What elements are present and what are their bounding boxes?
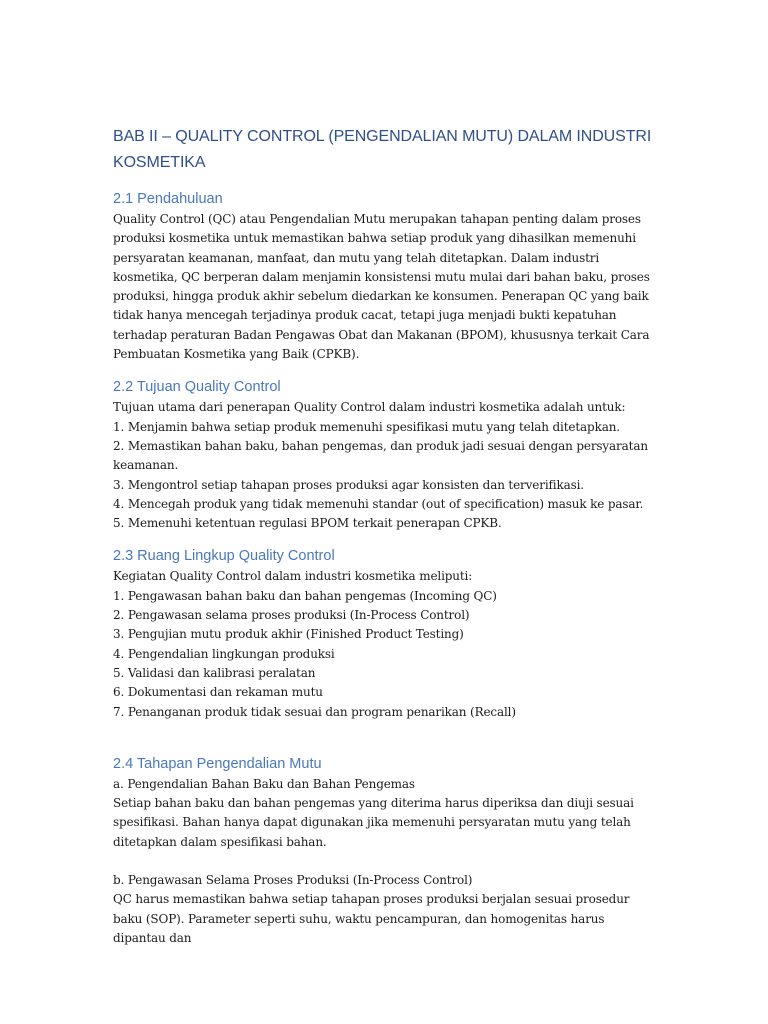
spacer bbox=[113, 533, 658, 545]
list-item: 5. Validasi dan kalibrasi peralatan bbox=[113, 665, 316, 680]
list-item: 7. Penanganan produk tidak sesuai dan program penarikan (Recall) bbox=[113, 704, 516, 719]
list-item: 5. Memenuhi ketentuan regulasi BPOM terkait penerapan CPKB. bbox=[113, 516, 502, 531]
list-item: 4. Pengendalian lingkungan produksi bbox=[113, 646, 335, 661]
subsection-text-a: Setiap bahan baku dan bahan pengemas yang diterima harus diperiksa dan diuji sesuai spesifikasi. Bahan hanya dapat digunakan jika memenuhi persyaratan mutu yang telah ditetapkan dalam spesifikasi bahan. bbox=[113, 796, 634, 849]
list-item: 2. Pengawasan selama proses produksi (In-Process Control) bbox=[113, 608, 470, 623]
document-body bbox=[113, 124, 658, 948]
list-item: 3. Pengujian mutu produk akhir (Finished Product Testing) bbox=[113, 627, 464, 642]
section-intro-ruang-lingkup: Kegiatan Quality Control dalam industri kosmetika meliputi: bbox=[113, 569, 473, 584]
section-intro-tujuan: Tujuan utama dari penerapan Quality Control dalam industri kosmetika adalah untuk: bbox=[113, 400, 626, 415]
section-heading-tahapan: 2.4 Tahapan Pengendalian Mutu bbox=[113, 755, 322, 772]
subsection-title-b: b. Pengawasan Selama Proses Produksi (In-Process Control) bbox=[113, 873, 473, 888]
list-item: 6. Dokumentasi dan rekaman mutu bbox=[113, 685, 323, 700]
spacer bbox=[113, 722, 658, 753]
chapter-title: BAB II – QUALITY CONTROL (PENGENDALIAN MUTU) DALAM INDUSTRI KOSMETIKA bbox=[113, 128, 652, 171]
section-heading-pendahuluan: 2.1 Pendahuluan bbox=[113, 191, 223, 207]
section-paragraph-pendahuluan: Quality Control (QC) atau Pengendalian Mutu merupakan tahapan penting dalam proses produksi kosmetika untuk memastikan bahwa setiap produk yang dihasilkan memenuhi persyaratan keamanan, manfaat, dan mutu yang telah ditetapkan. Dalam industri kosmetika, QC berperan dalam menjamin konsistensi mutu mulai dari bahan baku, proses produksi, hingga produk akhir sebelum diedarkan ke konsumen. Penerapan QC yang baik tidak hanya mencegah terjadinya produk cacat, tetapi juga menjadi bukti kepatuhan terhadap peraturan Badan Pengawas Obat dan Makanan (BPOM), khususnya terkait Cara Pembuatan Kosmetika yang Baik (CPKB). bbox=[113, 212, 650, 362]
spacer bbox=[113, 852, 658, 871]
subsection-text-b: QC harus memastikan bahwa setiap tahapan proses produksi berjalan sesuai prosedur baku (SOP). Parameter seperti suhu, waktu pencampuran, dan homogenitas harus dipantau dan bbox=[113, 892, 630, 945]
list-item: 3. Mengontrol setiap tahapan proses produksi agar konsisten dan terverifikasi. bbox=[113, 477, 584, 492]
list-item: 2. Memastikan bahan baku, bahan pengemas, dan produk jadi sesuai dengan persyaratan keamanan. bbox=[113, 438, 648, 473]
spacer bbox=[113, 364, 658, 376]
subsection-title-a: a. Pengendalian Bahan Baku dan Bahan Pengemas bbox=[113, 776, 415, 791]
section-heading-tujuan: 2.2 Tujuan Quality Control bbox=[113, 379, 281, 396]
list-item: 4. Mencegah produk yang tidak memenuhi standar (out of specification) masuk ke pasar. bbox=[113, 496, 644, 511]
list-item: 1. Menjamin bahwa setiap produk memenuhi spesifikasi mutu yang telah ditetapkan. bbox=[113, 419, 620, 434]
list-item: 1. Pengawasan bahan baku dan bahan pengemas (Incoming QC) bbox=[113, 588, 497, 603]
section-heading-ruang-lingkup: 2.3 Ruang Lingkup Quality Control bbox=[113, 548, 335, 565]
